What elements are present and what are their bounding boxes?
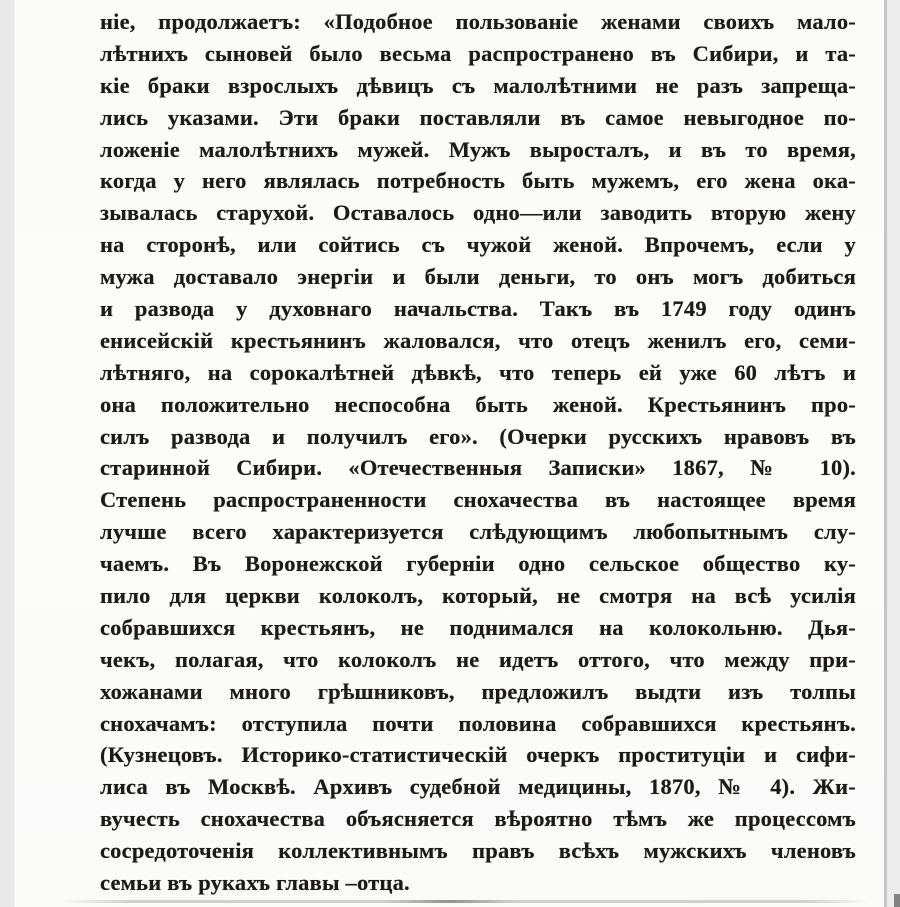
text-line: снохачамъ: отступила почти половина собравшихся крестьянъ. [100,710,856,736]
text-line: енисейскій крестьянинъ жаловался, что отецъ женилъ его, семи- [100,327,856,353]
bottom-scan-shadow [62,900,870,903]
text-line: сосредоточенія коллективнымъ правъ всѣхъ мужскихъ членовъ [100,838,856,864]
text-line: пило для церкви колоколъ, который, не смотря на всѣ усилія [100,583,856,609]
page-text-block [100,6,856,899]
text-line: ніе, продолжаетъ: «Подобное пользованіе женами своихъ мало- [100,9,856,34]
text-line: на сторонѣ, или сойтись съ чужой женой. Впрочемъ, если у [100,232,856,258]
text-line: лѣтняго, на сорокалѣтней дѣвкѣ, что теперь ей уже 60 лѣтъ и [100,359,856,385]
text-line: хожанами много грѣшниковъ, предложилъ выдти изъ толпы [100,678,856,704]
text-line: зывалась старухой. Оставалось одно—или заводить вторую жену [100,200,856,226]
text-line: лись указами. Эти браки поставляли въ самое невыгодное по- [100,104,856,130]
text-line: Степень распространенности снохачества въ настоящее время [100,487,856,513]
text-line: чаемъ. Въ Воронежской губерніи одно сельское общество ку- [100,551,856,577]
text-line: когда у него являлась потребность быть мужемъ, его жена ока- [100,168,856,194]
right-scan-edge [887,0,900,907]
text-line: она положительно неспособна быть женой. Крестьянинъ про- [100,391,856,417]
text-line: силъ развода и получилъ его». (Очерки русскихъ нравовъ въ [100,423,856,449]
text-line: кіе браки взрослыхъ дѣвицъ съ малолѣтними не разъ запреща- [100,72,856,98]
text-line: старинной Сибири. «Отечественныя Записки» 1867, № 10). [100,455,856,481]
left-scan-edge [0,0,15,907]
text-line: мужа доставало энергіи и были деньги, то онъ могъ добиться [100,264,856,290]
text-line: (Кузнецовъ. Историко-статистическій очеркъ проституціи и сифи- [100,742,856,768]
text-line: лучше всего характеризуется слѣдующимъ любопытнымъ слу- [100,519,856,545]
text-line: вучесть снохачества объясняется вѣроятно тѣмъ же процессомъ [100,806,856,832]
text-line: семьи въ рукахъ главы –отца. [100,870,410,896]
text-line: собравшихся крестьянъ, не поднимался на колокольню. Дья- [100,614,856,640]
text-line: лиса въ Москвѣ. Архивъ судебной медицины, 1870, № 4). Жи- [100,774,856,800]
text-line: ложеніе малолѣтнихъ мужей. Мужъ выросталъ, и въ то время, [100,136,856,162]
text-line: лѣтнихъ сыновей было весьма распространено въ Сибири, и та- [100,40,856,66]
text-line: и развода у духовнаго начальства. Такъ въ 1749 году одинъ [100,296,856,322]
bottom-right-scan-mark [894,894,900,907]
text-line: чекъ, полагая, что колоколъ не идетъ оттого, что между при- [100,646,856,672]
